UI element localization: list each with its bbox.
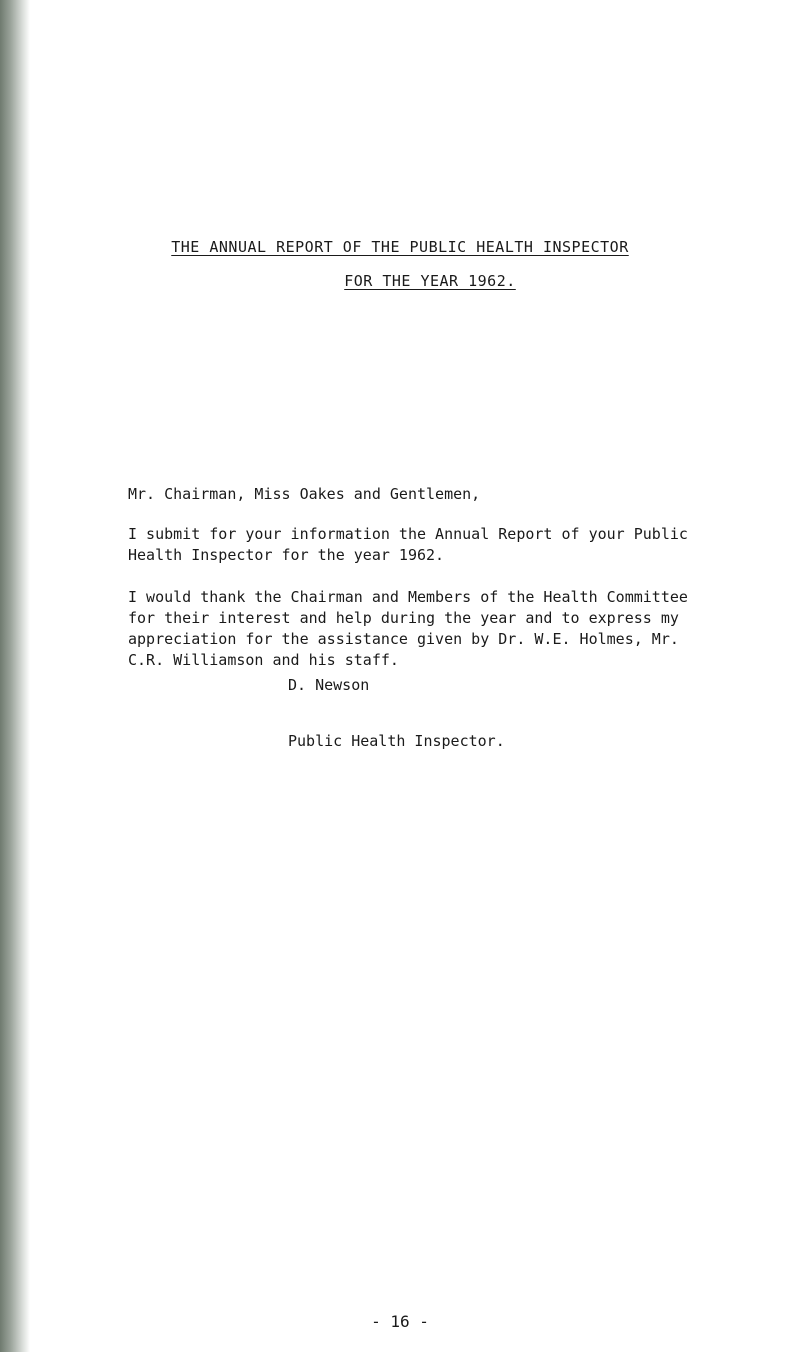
report-subtitle-text: FOR THE YEAR 1962.: [344, 272, 516, 290]
report-title-text: THE ANNUAL REPORT OF THE PUBLIC HEALTH INSPECTOR: [171, 238, 629, 256]
signature-title: Public Health Inspector.: [288, 732, 505, 750]
report-subtitle: [30, 272, 800, 290]
paragraph-submission: I submit for your information the Annual Report of your Public Health Inspector for the year 1962.: [128, 525, 697, 564]
scan-edge-shadow: [0, 0, 30, 1352]
salutation: Mr. Chairman, Miss Oakes and Gentlemen,: [128, 485, 481, 503]
page-number: - 16 -: [371, 1312, 429, 1331]
paragraph-thanks: I would thank the Chairman and Members of the Health Committee for their interest and help during the year and to express my appreciation for the assistance given by Dr. W.E. Holmes, Mr. C.R. Williamson and his staff.: [128, 588, 697, 669]
report-title: [0, 238, 800, 256]
signature-name: D. Newson: [288, 676, 370, 694]
